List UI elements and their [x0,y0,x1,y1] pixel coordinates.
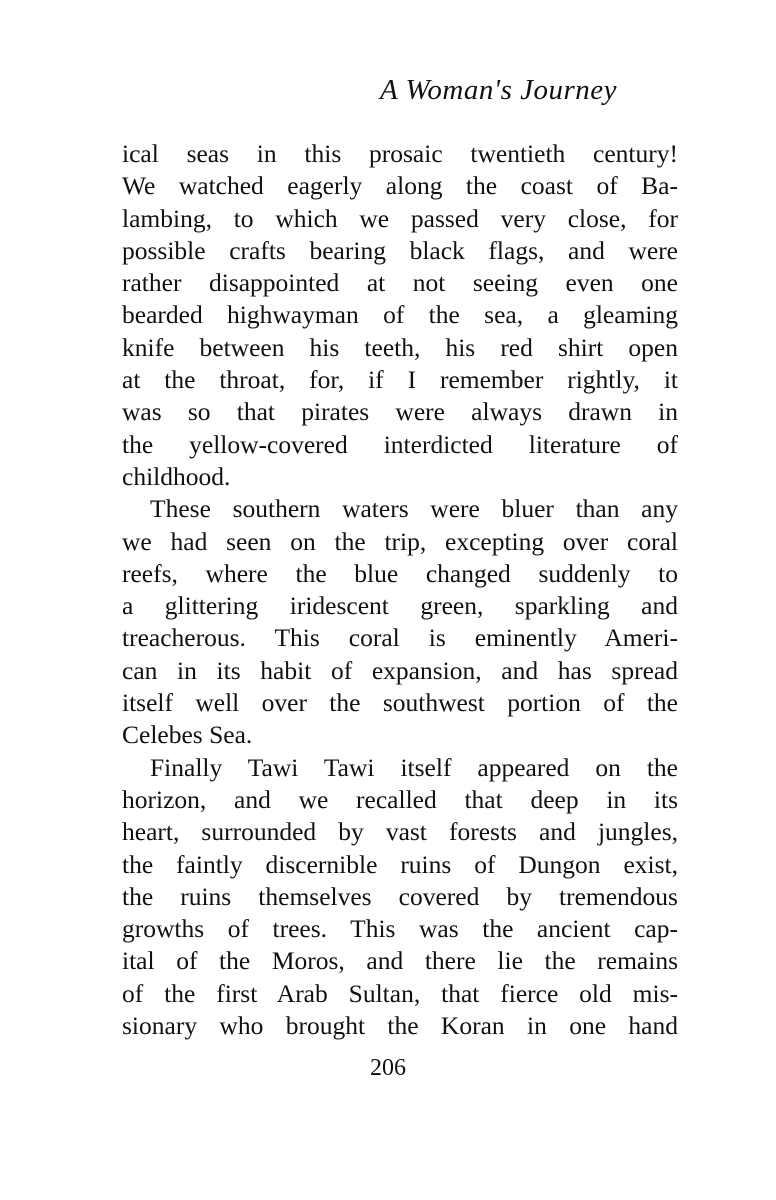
text-line: childhood. [122,461,231,491]
text-line: the faintly discernible ruins of Dungon exist, [122,849,678,879]
text-line: ical seas in this prosaic twentieth century! [122,139,678,168]
text-line: horizon, and we recalled that deep in its [122,784,678,814]
text-line: at the throat, for, if I remember rightly, it [122,365,678,395]
text-line: Finally Tawi Tawi itself appeared on the [150,752,678,782]
text-line: the ruins themselves covered by tremendous [122,881,678,911]
text-line: Celebes Sea. [122,720,253,750]
text-line: lambing, to which we passed very close, for [122,203,678,233]
text-line: reefs, where the blue changed suddenly to [122,558,678,588]
body-text [122,138,678,1042]
text-line: treacherous. This coral is eminently Ameri- [122,623,678,653]
text-line: can in its habit of expansion, and has spread [122,655,678,685]
page-number: 206 [370,1055,406,1081]
text-line: itself well over the southwest portion of the [122,688,678,718]
text-line: rather disappointed at not seeing even one [122,268,678,298]
text-line: the yellow-covered interdicted literature of [122,429,678,459]
text-line: knife between his teeth, his red shirt open [122,332,678,362]
text-line: a glittering iridescent green, sparkling and [122,591,678,621]
text-line: possible crafts bearing black flags, and were [122,235,678,265]
text-line: We watched eagerly along the coast of Ba- [122,171,678,201]
text-line: was so that pirates were always drawn in [122,397,678,427]
text-line: growths of trees. This was the ancient cap- [122,914,678,944]
text-line: These southern waters were bluer than any [150,494,678,524]
text-line: of the first Arab Sultan, that fierce old mis- [122,978,678,1008]
text-line: sionary who brought the Koran in one hand [122,1011,678,1041]
text-line: ital of the Moros, and there lie the remains [122,946,678,976]
text-line: bearded highwayman of the sea, a gleaming [122,300,678,330]
running-head: A Woman's Journey [380,74,618,106]
text-line: heart, surrounded by vast forests and jungles, [122,817,678,847]
text-line: we had seen on the trip, excepting over coral [122,526,678,556]
